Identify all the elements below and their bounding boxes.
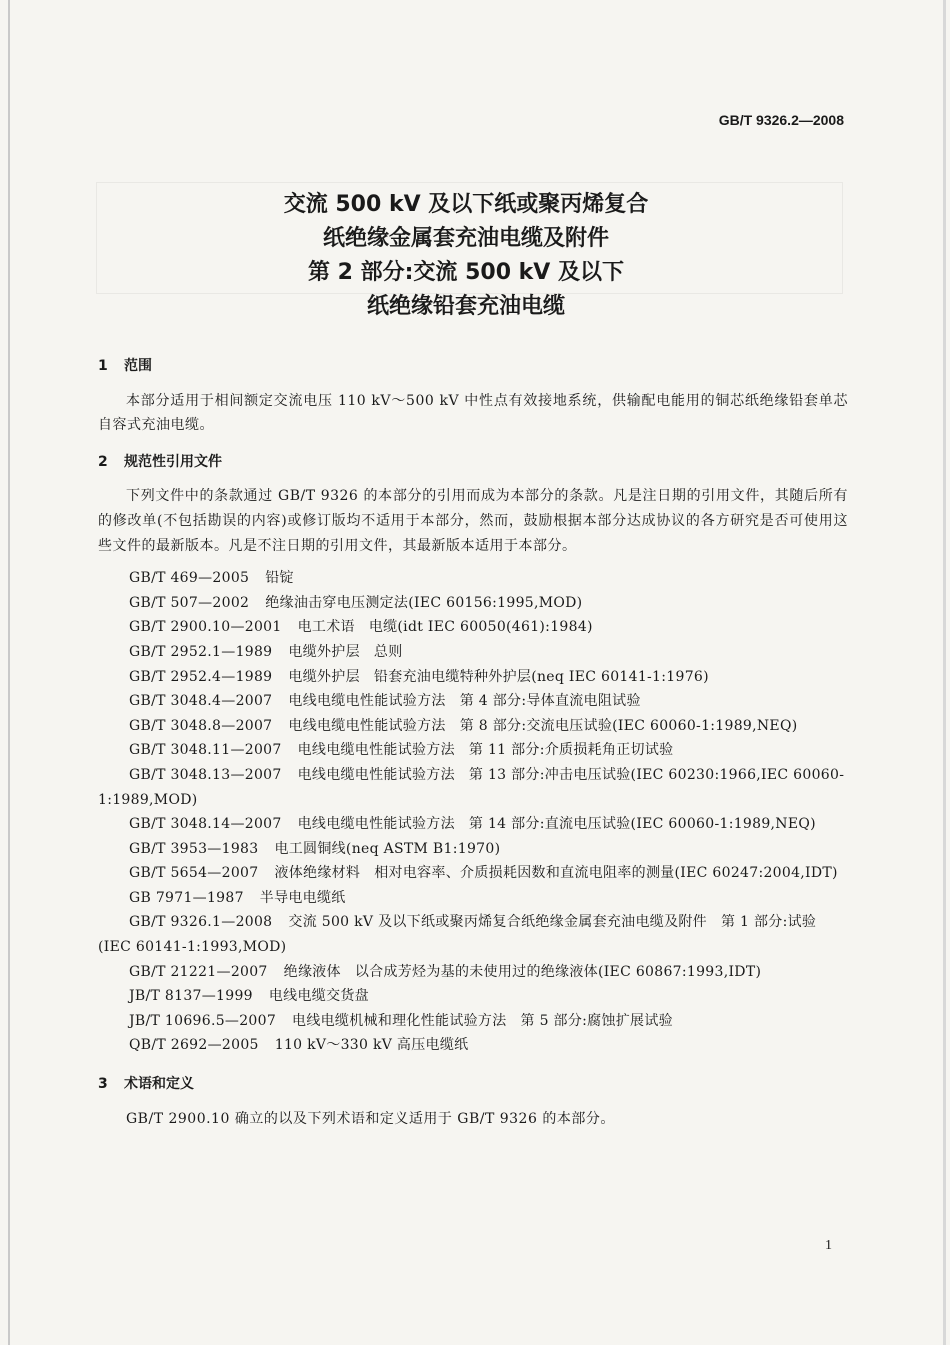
scan-edge-left bbox=[8, 0, 10, 1345]
title-line-3: 第 2 部分:交流 500 kV 及以下 bbox=[308, 260, 624, 285]
reference-detail: 第 11 部分:介质损耗角正切试验 bbox=[468, 742, 674, 759]
document-body bbox=[98, 354, 848, 1139]
reference-name: 电缆外护层 bbox=[288, 668, 360, 685]
reference-code: QB/T 2692—2005 bbox=[129, 1037, 259, 1054]
section-2-heading bbox=[98, 450, 848, 475]
reference-code: GB/T 3048.8—2007 bbox=[129, 717, 273, 734]
reference-item bbox=[98, 1009, 848, 1034]
scan-edge-right bbox=[943, 0, 946, 1345]
reference-code: GB/T 2952.1—1989 bbox=[129, 643, 273, 660]
reference-code: GB/T 507—2002 bbox=[129, 594, 250, 611]
reference-item bbox=[98, 861, 848, 886]
reference-name: 半导电电缆纸 bbox=[259, 889, 346, 906]
reference-code: GB/T 3048.13—2007 bbox=[129, 766, 282, 783]
reference-item bbox=[98, 566, 848, 591]
reference-detail: 电缆(idt IEC 60050(461):1984) bbox=[368, 619, 593, 636]
section-title: 规范性引用文件 bbox=[124, 453, 222, 470]
reference-name: 电线电缆交货盘 bbox=[268, 988, 369, 1005]
reference-code: GB/T 3048.14—2007 bbox=[129, 816, 282, 833]
reference-detail: 总则 bbox=[373, 643, 403, 660]
reference-code: GB 7971—1987 bbox=[129, 889, 244, 906]
reference-item bbox=[98, 689, 848, 714]
page-number: 1 bbox=[825, 1238, 832, 1253]
reference-code: GB/T 3953—1983 bbox=[129, 840, 259, 857]
reference-name: 铅锭 bbox=[265, 570, 294, 587]
section-1-text: 本部分适用于相间额定交流电压 110 kV～500 kV 中性点有效接地系统，供输配电能用的铜芯纸绝缘铅套单芯自容式充油电缆。 bbox=[98, 392, 848, 434]
reference-name: 电线电缆机械和理化性能试验方法 bbox=[292, 1012, 507, 1029]
reference-code: JB/T 8137—1999 bbox=[129, 988, 253, 1005]
reference-item bbox=[98, 591, 848, 616]
reference-detail: 第 1 部分:试验(IEC 60141-1:1993,MOD) bbox=[98, 914, 817, 956]
reference-name: 电缆外护层 bbox=[288, 643, 360, 660]
reference-name: 电线电缆电性能试验方法 bbox=[297, 816, 455, 833]
reference-item bbox=[98, 714, 848, 739]
normative-reference-list bbox=[98, 566, 848, 1058]
reference-item bbox=[98, 812, 848, 837]
section-number: 2 bbox=[98, 453, 108, 470]
reference-code: GB/T 469—2005 bbox=[129, 570, 250, 587]
section-number: 1 bbox=[98, 358, 108, 374]
document-title bbox=[96, 188, 836, 324]
reference-name: 电线电缆电性能试验方法 bbox=[288, 693, 446, 710]
section-number: 3 bbox=[98, 1076, 108, 1093]
reference-name: 交流 500 kV 及以下纸或聚丙烯复合纸绝缘金属套充油电缆及附件 bbox=[288, 914, 707, 931]
reference-item bbox=[98, 837, 848, 862]
standard-number: GB/T 9326.2—2008 bbox=[718, 112, 844, 128]
section-3-text: GB/T 2900.10 确立的以及下列术语和定义适用于 GB/T 9326 的本部分。 bbox=[126, 1110, 615, 1127]
reference-detail: 第 8 部分:交流电压试验(IEC 60060-1:1989,NEQ) bbox=[459, 717, 798, 734]
reference-item bbox=[98, 738, 848, 763]
reference-name: 电线电缆电性能试验方法 bbox=[288, 717, 446, 734]
reference-item bbox=[98, 886, 848, 911]
reference-code: GB/T 2900.10—2001 bbox=[129, 619, 282, 636]
reference-detail: 第 13 部分:冲击电压试验(IEC 60230:1966,IEC 60060-1:1989,MOD) bbox=[98, 766, 845, 808]
reference-code: GB/T 3048.11—2007 bbox=[129, 742, 282, 759]
reference-detail: 相对电容率、介质损耗因数和直流电阻率的测量(IEC 60247:2004,IDT) bbox=[374, 865, 838, 882]
reference-item bbox=[98, 910, 848, 959]
reference-name: 110 kV～330 kV 高压电缆纸 bbox=[274, 1037, 469, 1054]
reference-item bbox=[98, 665, 848, 690]
reference-code: GB/T 9326.1—2008 bbox=[129, 914, 273, 931]
reference-code: GB/T 3048.4—2007 bbox=[129, 693, 273, 710]
reference-code: GB/T 2952.4—1989 bbox=[129, 668, 273, 685]
reference-item bbox=[98, 763, 848, 812]
reference-name: 电线电缆电性能试验方法 bbox=[297, 766, 455, 783]
reference-name: 电线电缆电性能试验方法 bbox=[297, 742, 455, 759]
reference-item bbox=[98, 615, 848, 640]
reference-detail: 第 4 部分:导体直流电阻试验 bbox=[459, 693, 641, 710]
reference-item bbox=[98, 640, 848, 665]
reference-item bbox=[98, 1033, 848, 1058]
title-line-1: 交流 500 kV 及以下纸或聚丙烯复合 bbox=[283, 192, 649, 217]
title-line-4: 纸绝缘铅套充油电缆 bbox=[366, 294, 565, 319]
title-line-2: 纸绝缘金属套充油电缆及附件 bbox=[322, 226, 609, 251]
reference-detail: 第 14 部分:直流电压试验(IEC 60060-1:1989,NEQ) bbox=[468, 816, 816, 833]
section-title: 范围 bbox=[124, 358, 152, 374]
reference-code: GB/T 5654—2007 bbox=[129, 865, 259, 882]
section-3-heading bbox=[98, 1072, 848, 1097]
reference-name: 绝缘液体 bbox=[283, 963, 341, 980]
reference-detail: 铅套充油电缆特种外护层(neq IEC 60141-1:1976) bbox=[373, 668, 709, 685]
reference-detail: 以合成芳烃为基的未使用过的绝缘液体(IEC 60867:1993,IDT) bbox=[354, 963, 762, 980]
reference-detail: 第 5 部分:腐蚀扩展试验 bbox=[520, 1012, 673, 1029]
reference-name: 绝缘油击穿电压测定法(IEC 60156:1995,MOD) bbox=[265, 594, 583, 611]
section-title: 术语和定义 bbox=[124, 1076, 194, 1093]
reference-name: 液体绝缘材料 bbox=[274, 865, 361, 882]
reference-item bbox=[98, 960, 848, 985]
reference-name: 电工术语 bbox=[297, 619, 355, 636]
section-2-text: 下列文件中的条款通过 GB/T 9326 的本部分的引用而成为本部分的条款。凡是注日期的引用文件，其随后所有的修改单(不包括勘误的内容)或修订版均不适用于本部分，然而，鼓励根据本部分达成协议的各方研究是否可使用这些文件的最新版本。凡是不注日期的引用文件，其最新版本适用于本部分。 bbox=[98, 488, 848, 554]
reference-code: JB/T 10696.5—2007 bbox=[129, 1012, 277, 1029]
reference-code: GB/T 21221—2007 bbox=[129, 963, 268, 980]
reference-name: 电工圆铜线(neq ASTM B1:1970) bbox=[274, 840, 501, 857]
reference-item bbox=[98, 984, 848, 1009]
section-1-heading bbox=[98, 354, 848, 379]
